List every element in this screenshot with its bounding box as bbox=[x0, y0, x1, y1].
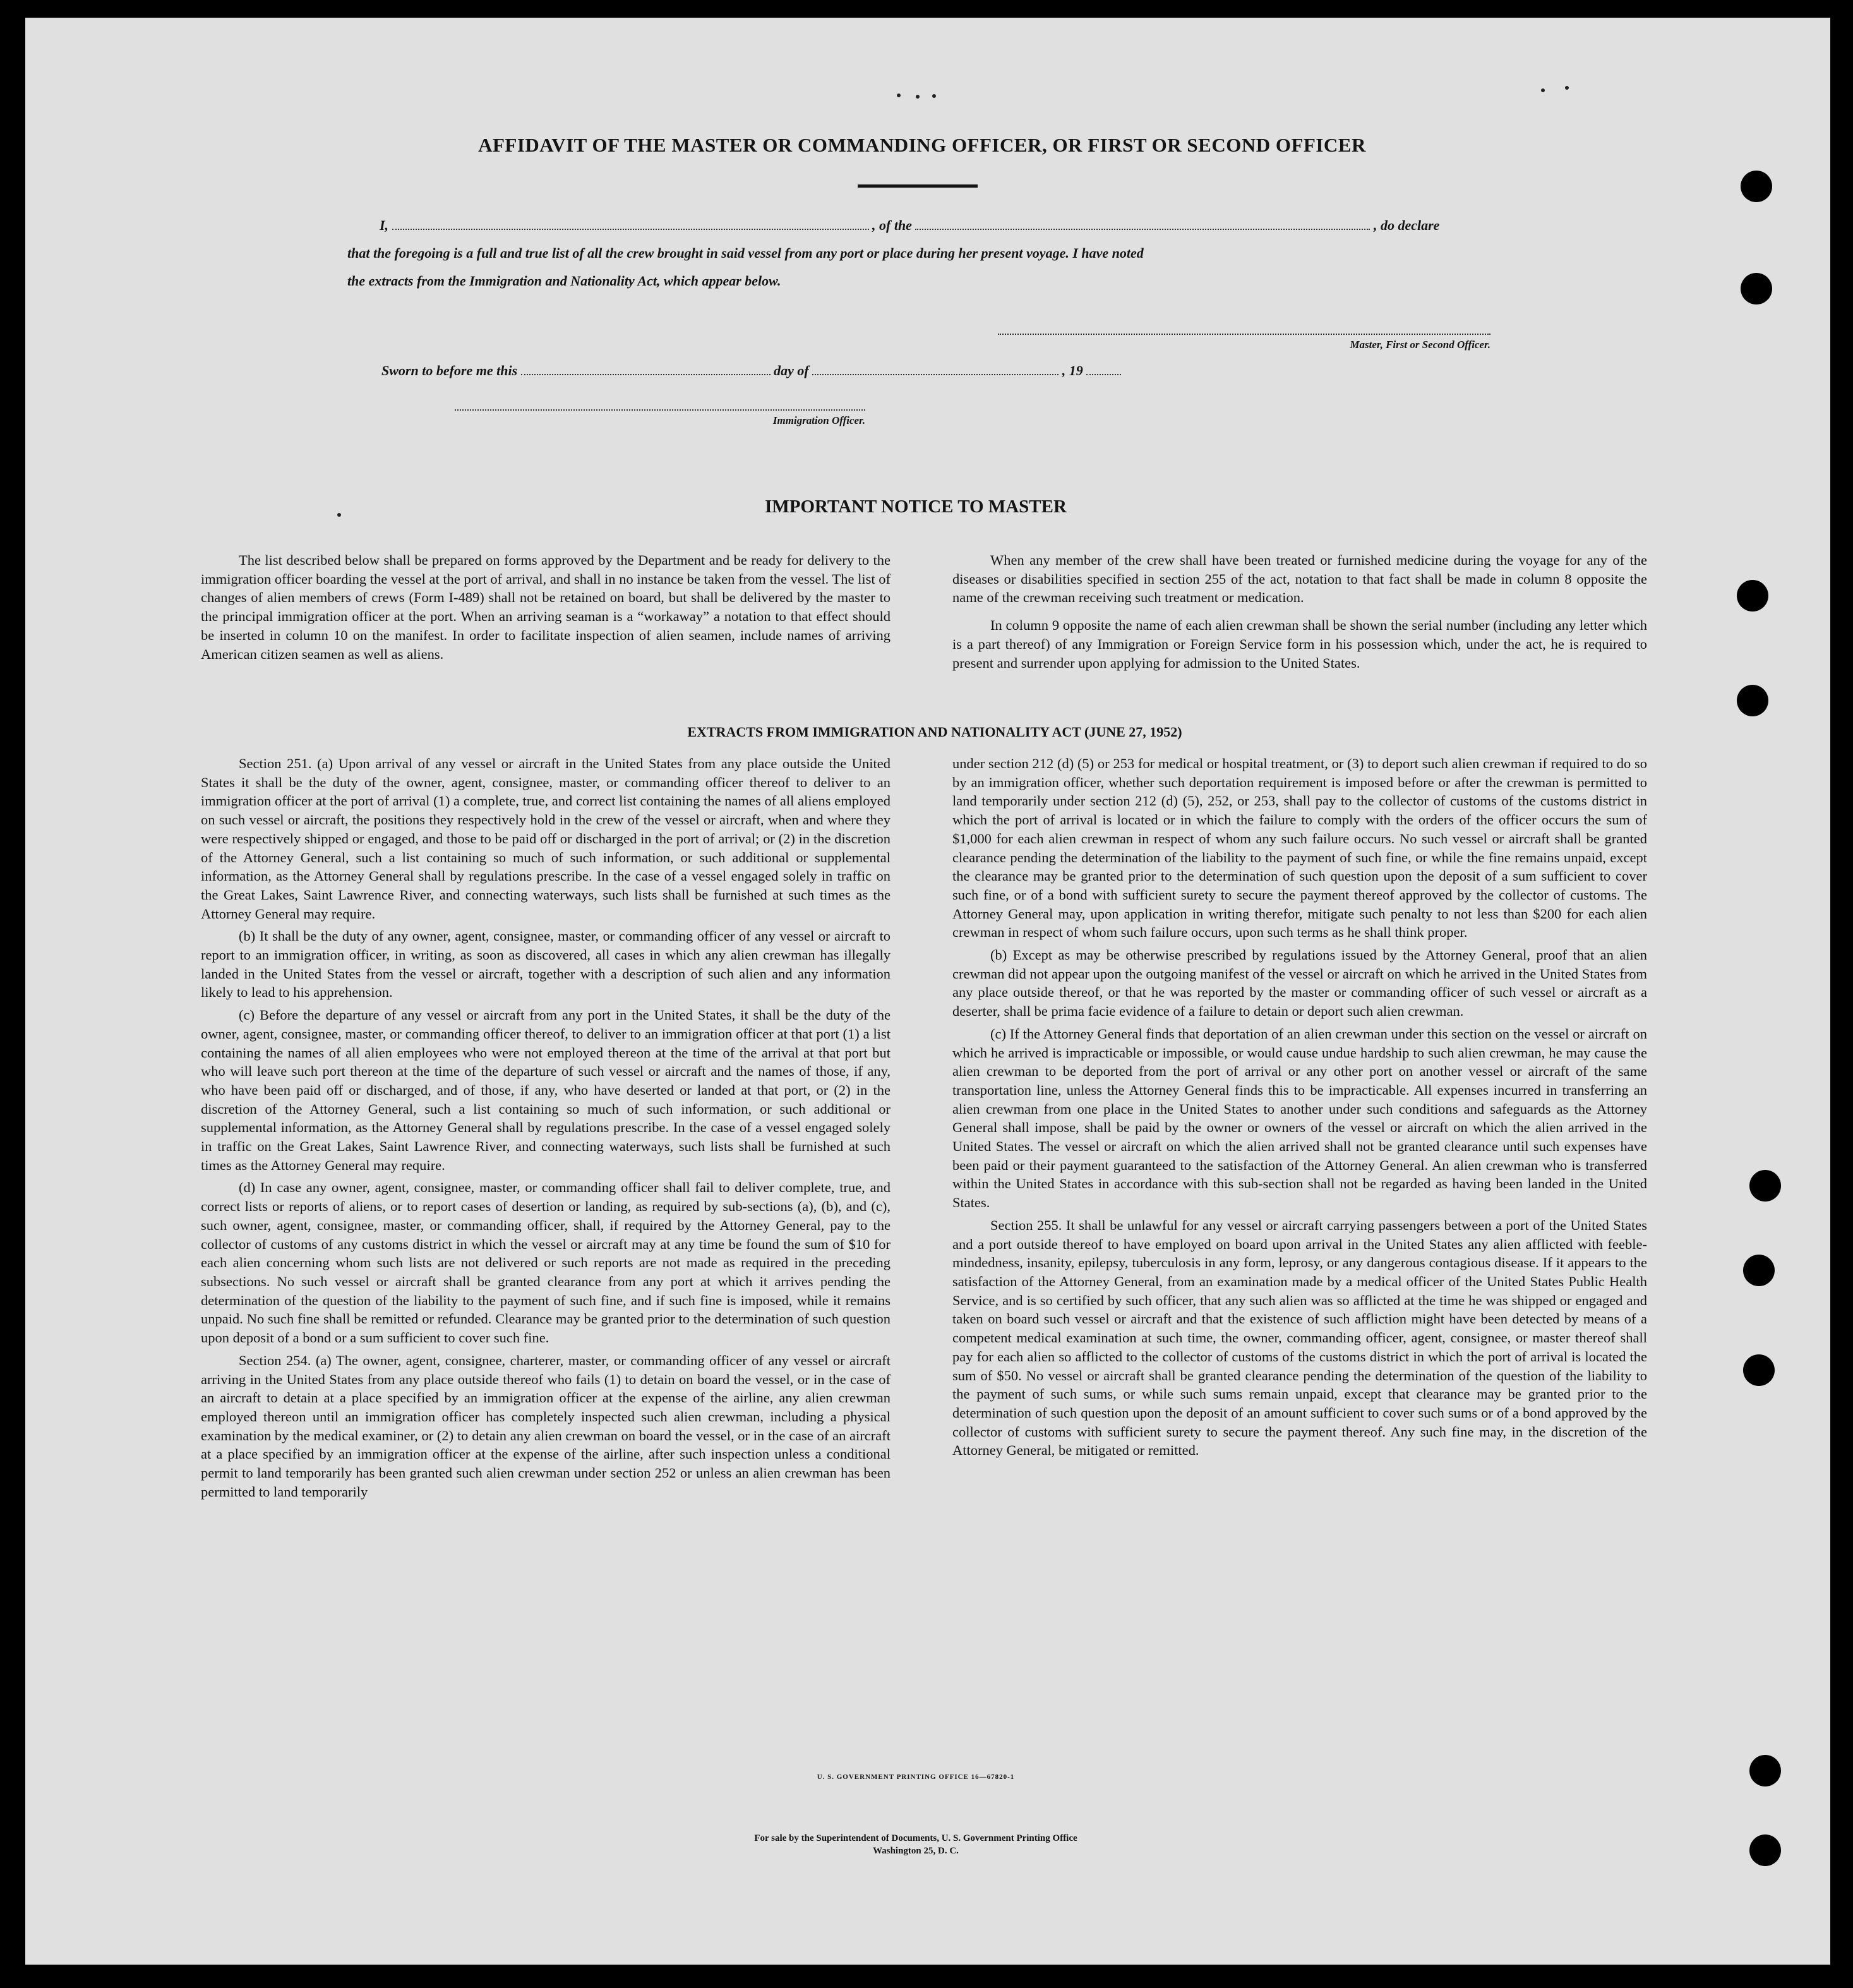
sale-notice-line-2: Washington 25, D. C. bbox=[873, 1846, 959, 1856]
section-255: Section 255. It shall be unlawful for any vessel or aircraft carrying passengers between a port of the United States and a port outside thereof to have employed on board upon arrival in the United States any alien afflicted with feeble-mindedness, insanity, epilepsy, tuberculosis in any form, leprosy, or any dangerous contagious disease. If it appears to the satisfaction of the Attorney General, from an examination made by a medical officer of the United States Public Health Service, and is so certified by such officer, that any such alien was so afflicted at the time he was shipped or engaged and taken on board such vessel or aircraft and that the existence of such affliction might have been detected by means of a competent medical examination at such time, the owner, commanding officer, agent, consignee, or master thereof shall pay for each alien so afflicted to the collector of customs of the customs district in which the port of arrival is located the sum of $50. No vessel or aircraft shall be granted clearance pending the determination of the question of the liability to the payment of such sums, or while such sums remain unpaid, except that clearance may be granted prior to the determination of such question upon the deposit of an amount sufficient to cover such sums or of a bond approved by the collector of customs with sufficient surety to secure the payment thereof. Any such fine may, in the discretion of the Attorney General, be mitigated or remitted. bbox=[952, 1217, 1647, 1459]
section-254b: (b) Except as may be otherwise prescribed by regulations issued by the Attorney General, proof that an alien crewman did not appear upon the outgoing manifest of the vessel or aircraft on which he arrived in the United States from any place outside thereof, or that he was reported by the master or commanding officer of such vessel or aircraft as a deserter, shall be prima facie evidence of a failure to detain or deport such alien crewman. bbox=[952, 947, 1647, 1020]
notice-title: IMPORTANT NOTICE TO MASTER bbox=[765, 497, 1067, 517]
print-speck bbox=[916, 95, 920, 99]
declaration-line-3: the extracts from the Immigration and Nationality Act, which appear below. bbox=[347, 273, 781, 289]
binder-hole bbox=[1741, 171, 1772, 202]
affidavit-title: AFFIDAVIT OF THE MASTER OR COMMANDING OFFICER, OR FIRST OR SECOND OFFICER bbox=[478, 134, 1366, 156]
declaration-line-1 bbox=[347, 217, 1497, 234]
notice-left-paragraph: The list described below shall be prepared on forms approved by the Department and be ready for delivery to the immigration officer boarding the vessel at the port of arrival, and shall in no instance be taken from the vessel. The list of changes of alien members of crews (Form I-489) shall not be retained on board, but shall be delivered by the master to the principal immigration officer at the port. When an arriving seaman is a “workaway” a notation to that effect should be inserted in column 10 on the manifest. In order to facilitate inspection of alien seamen, include names of arriving American citizen seamen as well as aliens. bbox=[201, 552, 891, 662]
print-speck bbox=[337, 513, 341, 517]
day-of-label: day of bbox=[774, 363, 809, 378]
binder-hole bbox=[1749, 1834, 1781, 1866]
name-field[interactable] bbox=[392, 219, 869, 230]
extracts-left-column bbox=[201, 754, 891, 1505]
notice-right-paragraph-1: When any member of the crew shall have been treated or furnished medicine during the voyage for any of the diseases or disabilities specified in section 255 of the act, notation to that fact shall be made in column 8 opposite the name of the crewman receiving such treatment or medication. bbox=[952, 552, 1647, 606]
master-signature-line[interactable] bbox=[998, 334, 1490, 351]
notice-right-column bbox=[952, 551, 1647, 676]
vessel-field[interactable] bbox=[915, 219, 1370, 230]
binder-hole bbox=[1749, 1755, 1781, 1786]
declaration-line-2: that the foregoing is a full and true list of all the crew brought in said vessel from any port or place during her present voyage. I have noted bbox=[347, 245, 1144, 261]
title-rule bbox=[858, 184, 978, 188]
print-speck bbox=[897, 93, 901, 97]
i-label: I, bbox=[379, 217, 388, 233]
notice-right-paragraph-2: In column 9 opposite the name of each alien crewman shall be shown the serial number (including any letter which is a part thereof) of any Immigration or Foreign Service form in his possession which, under the act, he is required to present and surrender upon applying for admission to the United States. bbox=[952, 617, 1647, 671]
print-speck bbox=[1541, 88, 1545, 92]
sworn-line bbox=[381, 363, 1531, 379]
sworn-year-field[interactable] bbox=[1086, 364, 1121, 375]
do-declare-label: , do declare bbox=[1373, 217, 1440, 233]
sale-notice-line-1: For sale by the Superintendent of Documents, U. S. Government Printing Office bbox=[754, 1833, 1077, 1843]
print-speck bbox=[932, 94, 936, 98]
binder-hole bbox=[1737, 685, 1768, 716]
notice-left-column bbox=[201, 551, 891, 667]
binder-hole bbox=[1737, 580, 1768, 611]
section-254a: Section 254. (a) The owner, agent, consignee, charterer, master, or commanding officer of any vessel or aircraft arriving in the United States from any place outside thereof who fails (1) to detain on board the vessel, or in the case of an aircraft to detain at a place specified by an immigration officer at the expense of the airline, any alien crewman employed thereon until an immigration officer has completely inspected such alien crewman, including a physical examination by the medical examiner, or (2) to detain any alien crewman on board the vessel, or in the case of an aircraft at a place specified by an immigration officer at the expense of the airline, after such inspection unless a conditional permit to land temporarily has been granted such alien crewman under section 252 or unless an alien crewman has been permitted to land temporarily bbox=[201, 1352, 891, 1500]
binder-hole bbox=[1743, 1255, 1775, 1286]
extracts-right-column bbox=[952, 754, 1647, 1464]
immigration-officer-label: Immigration Officer. bbox=[772, 414, 865, 426]
section-251b: (b) It shall be the duty of any owner, agent, consignee, master, or commanding officer of any vessel or aircraft to report to an immigration officer, in writing, as soon as discovered, all cases in which any alien crewman has illegally landed in the United States from the vessel or aircraft, together with a description of such alien and any information likely to lead to his apprehension. bbox=[201, 928, 891, 1001]
extracts-title: EXTRACTS FROM IMMIGRATION AND NATIONALITY ACT (JUNE 27, 1952) bbox=[687, 724, 1182, 740]
sworn-day-field[interactable] bbox=[521, 364, 771, 375]
immigration-officer-signature-line[interactable] bbox=[455, 409, 865, 427]
section-251d: (d) In case any owner, agent, consignee, master, or commanding officer shall fail to deliver complete, true, and correct lists or reports of aliens, or to report cases of desertion or landing, as required by sub-sections (a), (b), and (c), such owner, agent, consignee, master, or commanding officer, shall, if required by the Attorney General, pay to the collector of customs of any customs district in which the vessel or aircraft may at any time be found the sum of $10 for each alien concerning whom such lists are not delivered or such reports are not made as required in the preceding subsections. No such vessel or aircraft shall be granted clearance from any port at which it arrives pending the determination of the question of the liability to the payment of such fine, and if such fine is imposed, while it remains unpaid. No such fine shall be remitted or refunded. Clearance may be granted prior to the determination of such question upon deposit of a bond or a sum sufficient to cover such fine. bbox=[201, 1179, 891, 1346]
of-the-label: , of the bbox=[872, 217, 912, 233]
print-speck bbox=[1565, 86, 1569, 90]
year-label: , 19 bbox=[1062, 363, 1083, 378]
binder-hole bbox=[1743, 1354, 1775, 1386]
sale-notice bbox=[568, 1832, 1263, 1857]
section-251c: (c) Before the departure of any vessel or aircraft from any port in the United States, it shall be the duty of the owner, agent, consignee, master, or commanding officer thereof, to deliver to an immigration officer at that port (1) a list containing the names of all alien employees who were not employed thereon at the time of the arrival at that port but who will leave such port thereon at the time of the departure of such vessel or aircraft and the names of those, if any, who have been paid off or discharged, and of those, if any, who have deserted or landed at that port, or (2) in the discretion of the Attorney General, such a list containing so much of such information, or such additional or supplemental information, as the Attorney General shall by regulations prescribe. In the case of a vessel engaged solely in traffic on the Great Lakes, Saint Lawrence River, and connecting waterways, such lists shall be furnished at such times as the Attorney General may require. bbox=[201, 1007, 891, 1173]
binder-hole bbox=[1741, 273, 1772, 304]
binder-hole bbox=[1749, 1170, 1781, 1202]
master-signature-label: Master, First or Second Officer. bbox=[1350, 339, 1490, 351]
section-251a: Section 251. (a) Upon arrival of any vessel or aircraft in the United States from any place outside the United States it shall be the duty of the owner, agent, consignee, master, or commanding officer thereof to deliver to an immigration officer at the port of arrival (1) a complete, true, and correct list containing the names of all aliens employed on such vessel or aircraft, the positions they respectively hold in the crew of the vessel or aircraft, when and where they were respectively shipped or engaged, and those to be paid off or discharged in the port of arrival; or (2) in the discretion of the Attorney General, such a list containing so much of such information, or such additional or supplemental information, as the Attorney General shall by regulations prescribe. In the case of a vessel engaged solely in traffic on the Great Lakes, Saint Lawrence River, and connecting waterways, such lists shall be furnished at such times as the Attorney General may require. bbox=[201, 756, 891, 922]
gpo-imprint: U. S. GOVERNMENT PRINTING OFFICE 16—67820-1 bbox=[817, 1773, 1015, 1781]
sworn-month-field[interactable] bbox=[812, 364, 1058, 375]
section-254a-continued: under section 212 (d) (5) or 253 for medical or hospital treatment, or (3) to deport such alien crewman if required to do so by an immigration officer, whether such deportation requirement is imposed before or after the crewman is permitted to land temporarily under section 212 (d) (5), 252, or 253, shall pay to the collector of customs of the customs district in which the port of arrival is located or in which the failure to comply with the orders of the officer occurs the sum of $1,000 for each alien crewman in respect of whom any such failure occurs. No such vessel or aircraft shall be granted clearance pending the determination of the liability to the payment of such fine, or while the fine remains unpaid, except the clearance may be granted prior to the determination of such question upon the deposit of a sum sufficient to cover such fine, or of a bond with sufficient surety to secure the payment thereof approved by the collector of customs. The Attorney General may, upon application in writing therefor, mitigate such penalty to not less than $200 for each alien crewman in respect of whom such failure occurs, upon such terms as he shall think proper. bbox=[952, 756, 1647, 941]
section-254c: (c) If the Attorney General finds that deportation of an alien crewman under this section on the vessel or aircraft on which he arrived is impracticable or impossible, or would cause undue hardship to such alien crewman, he may cause the alien crewman to be deported from the port of arrival or any other port on another vessel or aircraft of the same transportation line, unless the Attorney General finds this to be impracticable. All expenses incurred in transferring an alien crewman from one place in the United States to another under such conditions and safeguards as the Attorney General shall impose, shall be paid by the owner or owners of the vessel or aircraft on which the alien arrived in the United States. The vessel or aircraft on which the alien arrived shall not be granted clearance until such expenses have been paid or their payment guaranteed to the satisfaction of the Attorney General. An alien crewman who is transferred within the United States in accordance with this sub-section shall not be regarded as having been landed in the United States. bbox=[952, 1025, 1647, 1211]
sworn-label: Sworn to before me this bbox=[381, 363, 518, 378]
